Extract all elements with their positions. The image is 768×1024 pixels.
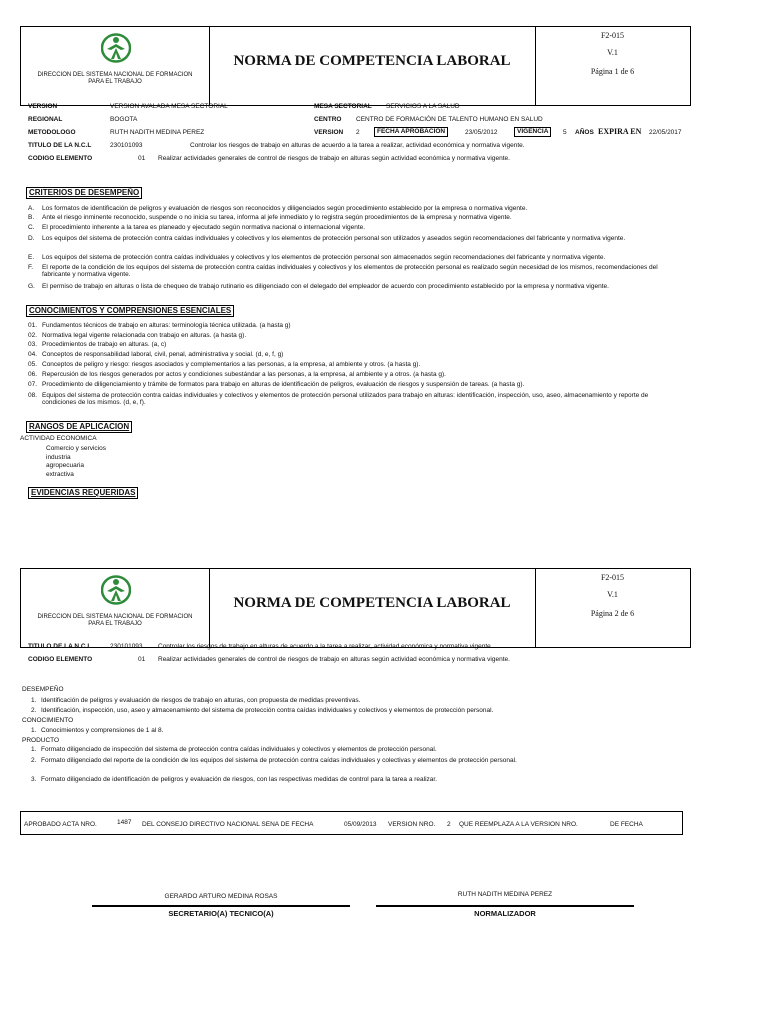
list-item-text: El reporte de la condición de los equipos del sistema de protección contra caídas individuales y colectivos y los elementos de protección personal es realizado según necesidad de los mismos, recomendaciones del fabricante y normativa vigente. <box>42 264 658 278</box>
list-item-text: Procedimientos de trabajo en alturas. (a, c) <box>42 341 167 348</box>
list-item <box>28 351 652 358</box>
version-nro-label: VERSION NRO. <box>388 821 436 828</box>
list-item-key: 04. <box>28 351 38 358</box>
list-item-key: 01. <box>28 322 38 329</box>
approval-box <box>20 811 683 835</box>
expira-label: EXPIRA EN <box>598 127 642 136</box>
codigo-label: CODIGO ELEMENTO <box>28 656 93 663</box>
consejo-text: DEL CONSEJO DIRECTIVO NACIONAL SENA DE FECHA <box>142 821 314 828</box>
list-item <box>28 205 682 212</box>
list-item-text: Normativa legal vigente relacionada con trabajo en alturas. (a hasta g). <box>42 332 247 339</box>
list-item <box>28 332 652 339</box>
list-item <box>28 283 682 290</box>
list-item <box>28 235 682 242</box>
org-name: DIRECCION DEL SISTEMA NACIONAL DE FORMACION PARA EL TRABAJO <box>37 72 193 85</box>
vigencia-label: VIGENCIA <box>514 127 551 137</box>
evidence-text: Identificación, inspección, uso, aseo y almacenamiento del sistema de protección contra caídas individuales y colectivos y elementos de protección personal. <box>41 707 494 714</box>
list-item-key: E. <box>28 254 35 261</box>
list-item-text: Conceptos de peligro y riesgo: riesgos asociados y complementarios a las personas, a la empresa, al ambiente y otros. (a hasta g). <box>42 361 421 368</box>
evidencias-heading: EVIDENCIAS REQUERIDAS <box>28 487 138 499</box>
titulo-label: TITULO DE LA N.C.L <box>28 643 92 650</box>
approval-date: 05/09/2013 <box>344 821 377 828</box>
evidence-item <box>31 757 551 765</box>
list-item <box>28 371 652 378</box>
list-item-key: A. <box>28 205 35 212</box>
list-item-key: G. <box>28 283 35 290</box>
page-number: Página 1 de 6 <box>590 67 635 76</box>
list-item-text: Procedimiento de diligenciamiento y trámite de formatos para trabajo en alturas de identificación de peligros, evaluación de riesgos y suspensión de tareas. (a hasta g). <box>42 381 525 388</box>
evidence-number: 2. <box>31 707 37 714</box>
sign1-name: GERARDO ARTURO MEDINA ROSAS <box>164 893 278 900</box>
titulo-value: Controlar los riesgos de trabajo en alturas de acuerdo a la tarea a realizar, actividad económica y normativa vigente. <box>158 643 493 650</box>
page-title: NORMA DE COMPETENCIA LABORAL <box>233 595 511 611</box>
page-title: NORMA DE COMPETENCIA LABORAL <box>233 53 511 69</box>
page2-header <box>20 568 691 648</box>
list-item <box>28 224 682 231</box>
codigo-label: CODIGO ELEMENTO <box>28 155 93 162</box>
reemplaza-text: QUE REEMPLAZA A LA VERSION NRO. <box>459 821 578 828</box>
evidence-number: 1. <box>31 746 37 753</box>
page-number: Página 2 de 6 <box>590 609 635 618</box>
list-item-key: 06. <box>28 371 38 378</box>
rango-item: agropecuaria <box>46 462 84 469</box>
list-item-key: 05. <box>28 361 38 368</box>
list-item <box>28 214 682 221</box>
acta-number: 1487 <box>117 819 132 826</box>
regional-value: BOGOTA <box>110 116 138 123</box>
centro-label: CENTRO <box>314 116 342 123</box>
metodologo-value: RUTH NADITH MEDINA PEREZ <box>110 129 205 136</box>
rangos-heading: RANGOS DE APLICACION <box>26 421 132 433</box>
mesa-value: SERVICIOS A LA SALUD <box>386 103 460 110</box>
rango-item: extractiva <box>46 470 74 478</box>
evidence-text: Conocimientos y comprensiones de 1 al 8. <box>41 727 164 734</box>
titulo-code: 230101093 <box>110 643 143 650</box>
centro-value: CENTRO DE FORMACIÓN DE TALENTO HUMANO EN SALUD <box>356 116 543 123</box>
codigo-value: Realizar actividades generales de control de riesgos de trabajo en alturas según actividad económica y normativa vigente. <box>158 155 510 162</box>
evidence-item <box>31 727 551 735</box>
conocimiento-label: CONOCIMIENTO <box>22 717 74 724</box>
version2-label: VERSION <box>314 129 344 136</box>
list-item-key: 02. <box>28 332 38 339</box>
metodologo-label: METODOLOGO <box>28 129 76 136</box>
rangos-sub: ACTIVIDAD ECONOMICA <box>20 435 97 442</box>
org-name: DIRECCION DEL SISTEMA NACIONAL DE FORMACION PARA EL TRABAJO <box>37 614 193 627</box>
version-nro: 2 <box>447 821 451 828</box>
list-item-text: Los equipos del sistema de protección contra caídas individuales y colectivos y los elementos de protección personal son utilizados y aseados según recomendaciones del fabricante y normativa vigente. <box>42 235 626 242</box>
aprobado-label: APROBADO ACTA NRO. <box>24 821 97 828</box>
titulo-label: TITULO DE LA N.C.L <box>28 142 92 149</box>
titulo-code: 230101093 <box>110 142 143 149</box>
list-item-key: 07. <box>28 381 38 388</box>
list-item-text: Ante el riesgo inminente reconocido, suspende o no inicia su tarea, informa al jefe inmediato y lo registra según procedimientos de la empresa y normativa vigente. <box>42 214 512 221</box>
evidence-number: 1. <box>31 697 37 704</box>
de-fecha-label: DE FECHA <box>610 821 643 828</box>
list-item-text: Equipos del sistema de protección contra caídas individuales y colectivos y elementos de protección personal utilizados para trabajo en alturas: identificación, inspección, uso, aseo, almacenamiento y reporte de condiciones de los mismos. (d, e, f). <box>42 392 649 406</box>
vigencia-value: 5 <box>563 129 567 136</box>
list-item-key: B. <box>28 214 35 221</box>
evidence-text: Formato diligenciado del reporte de la condición de los equipos del sistema de protección contra caídas individuales y colectivas y elementos de protección personal. <box>41 757 517 764</box>
evidence-number: 2. <box>31 757 37 764</box>
list-item-text: Repercusión de los riesgos generados por actos y condiciones subestándar a las personas, a la empresa, al ambiente y a otros. (a hasta g). <box>42 371 446 378</box>
sena-logo-icon <box>101 575 131 607</box>
version-label: VERSION <box>28 103 58 110</box>
list-item <box>28 361 652 368</box>
rango-item: industria <box>46 453 71 461</box>
evidence-text: Formato diligenciado de identificación de peligros y evaluación de riesgos, con las respectivas medidas de control para la tarea a realizar. <box>41 776 437 783</box>
doc-code: F2-015 <box>600 31 625 40</box>
titulo-value: Controlar los riesgos de trabajo en alturas de acuerdo a la tarea a realizar, actividad económica y normativa vigente. <box>190 142 525 149</box>
list-item <box>28 254 682 261</box>
org-cell <box>21 569 210 647</box>
anos-label: AÑOS <box>575 129 594 136</box>
evidence-item <box>31 697 551 705</box>
codigo-value: Realizar actividades generales de control de riesgos de trabajo en alturas según actividad económica y normativa vigente. <box>158 656 510 663</box>
list-item <box>28 264 682 278</box>
producto-label: PRODUCTO <box>22 737 60 744</box>
list-item-key: 03. <box>28 341 38 348</box>
doc-version: V.1 <box>607 590 618 599</box>
expira-value: 22/05/2017 <box>649 129 682 136</box>
list-item <box>28 381 652 388</box>
sign1-line <box>92 905 350 907</box>
evidence-item <box>31 746 551 754</box>
doc-code: F2-015 <box>600 573 625 582</box>
list-item-text: Los equipos del sistema de protección contra caídas individuales y colectivos y los elementos de protección personal son almacenados según recomendaciones del fabricante y normativa vigente. <box>42 254 606 261</box>
evidence-number: 3. <box>31 776 37 783</box>
list-item-key: F. <box>28 264 34 271</box>
criterios-heading: CRITERIOS DE DESEMPEÑO <box>26 187 142 199</box>
mesa-label: MESA SECTORIAL <box>314 103 372 110</box>
codigo-code: 01 <box>138 656 146 663</box>
list-item <box>28 322 652 329</box>
list-item-text: Fundamentos técnicos de trabajo en alturas: terminología técnica utilizada. (a hasta g) <box>42 322 291 329</box>
list-item-text: El procedimiento inherente a la tarea es planeado y ejecutado según normativa nacional o internacional vigente. <box>42 224 366 231</box>
list-item-text: Los formatos de identificación de peligros y evaluación de riesgos son reconocidos y diligenciados según procedimiento establecido por la empresa o normativa vigente. <box>42 205 528 212</box>
rango-item: Comercio y servicios <box>46 445 106 452</box>
evidence-item <box>31 776 551 784</box>
sena-logo-icon <box>101 33 131 65</box>
org-cell <box>21 27 210 105</box>
list-item-key: C. <box>28 224 35 231</box>
sign2-line <box>376 905 634 907</box>
evidence-number: 1. <box>31 727 37 734</box>
codigo-code: 01 <box>138 155 146 162</box>
version2-value: 2 <box>356 129 360 136</box>
list-item <box>28 392 652 406</box>
fecha-label: FECHA APROBACION <box>374 127 448 137</box>
list-item <box>28 341 652 348</box>
evidence-text: Formato diligenciado de inspección del sistema de protección contra caídas individuales y colectivos y elementos de protección personal. <box>41 746 437 753</box>
conocimientos-heading: CONOCIMIENTOS Y COMPRENSIONES ESENCIALES <box>26 305 234 317</box>
list-item-text: El permiso de trabajo en alturas o lista de chequeo de trabajo rutinario es diligenciado con el delegado del empleador de acuerdo con procedimiento establecido por la empresa y normativa vigente. <box>42 283 609 290</box>
regional-label: REGIONAL <box>28 116 63 123</box>
list-item-key: 08. <box>28 392 38 399</box>
sign2-role: NORMALIZADOR <box>474 909 536 918</box>
evidence-text: Identificación de peligros y evaluación de riesgos de trabajo en alturas, con propuesta de medidas preventivas. <box>41 697 361 704</box>
sign2-name: RUTH NADITH MEDINA PEREZ <box>457 891 553 898</box>
desempeno-label: DESEMPEÑO <box>22 686 64 693</box>
fecha-value: 23/05/2012 <box>465 129 498 136</box>
doc-version: V.1 <box>607 48 618 57</box>
version-value: VERSION AVALADA MESA SECTORIAL <box>110 103 228 110</box>
list-item-text: Conceptos de responsabilidad laboral, civil, penal, administrativa y social. (d, e, f, g) <box>42 351 284 358</box>
page1-header <box>20 26 691 106</box>
list-item-key: D. <box>28 235 35 242</box>
evidence-item <box>31 707 551 715</box>
sign1-role: SECRETARIO(A) TECNICO(A) <box>168 909 274 918</box>
